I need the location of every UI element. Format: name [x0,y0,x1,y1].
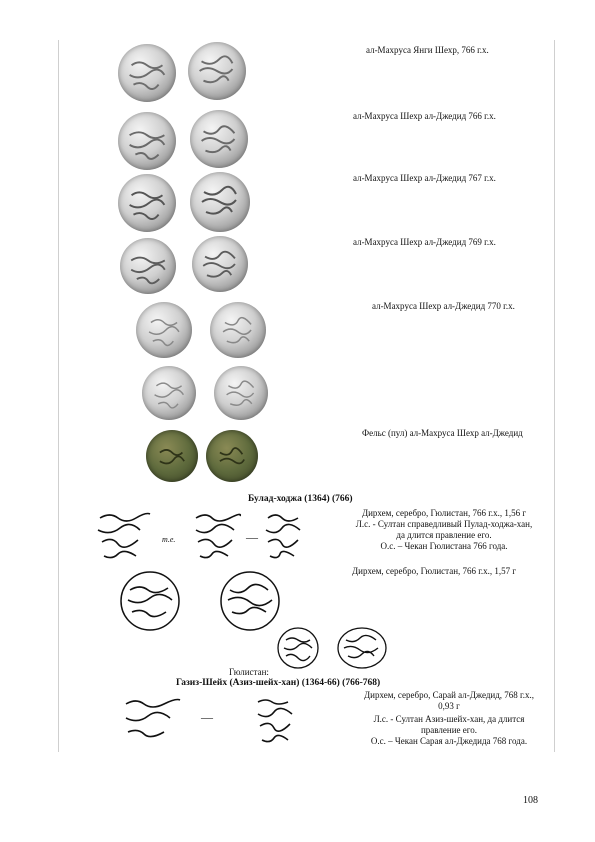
description-line: О.с. – Чекан Гюлистана 766 года. [380,541,508,551]
section-heading-bulad: Булад-ходжа (1364) (766) [248,494,353,504]
coin-caption: Фельс (пул) ал-Махруса Шехр ал-Джедид [362,428,523,438]
coin-obverse-image [118,44,176,102]
description-line: О.с. – Чекан Сарая ал-Джедида 768 года. [370,736,528,746]
coin-obverse-image [120,238,176,294]
coin-reverse-image [192,236,248,292]
dirham-description-gaziz [340,690,558,747]
coin-caption: ал-Махруса Шехр ал-Джедид 769 г.х. [353,237,496,247]
coin-obverse-image [142,366,196,420]
dirham-description-2: Дирхем, серебро, Гюлистан, 766 г.х., 1,57 г [352,566,517,576]
description-line: 0,93 г [438,701,460,711]
dash-separator: — [246,530,258,544]
coin-reverse-image [210,302,266,358]
coin-caption: ал-Махруса Шехр ал-Джедид 770 г.х. [372,301,515,311]
description-line: Л.с. - Султан справедливый Пулад-ходжа-хан, [355,519,533,529]
dash-separator: — [201,710,213,724]
section-heading-gaziz: Газиз-Шейх (Азиз-шейх-хан) (1364-66) (766-768) [176,678,381,688]
inscription-drawing-obverse [92,508,156,568]
right-margin-rule [554,40,555,752]
description-line: правление его. [420,725,478,735]
coin-drawing-reverse-2 [336,626,388,670]
inscription-drawing-reverse-gaziz [252,694,306,750]
left-margin-rule [58,40,59,752]
dirham-description-1 [330,508,558,552]
coin-caption: ал-Махруса Янги Шехр, 766 г.х. [366,45,489,55]
coin-caption: ал-Махруса Шехр ал-Джедид 767 г.х. [353,173,496,183]
page-number: 108 [523,795,538,806]
coin-caption: ал-Махруса Шехр ал-Джедид 766 г.х. [353,111,496,121]
description-line: Дирхем, серебро, Сарай ал-Джедид, 768 г.х., [364,690,534,700]
coin-obverse-image [118,174,176,232]
description-line: да длится правление его. [396,530,492,540]
description-line: Л.с. - Султан Азиз-шейх-хан, да длится [373,714,525,724]
inscription-drawing-obverse-gaziz [120,694,188,746]
coin-obverse-image [146,430,198,482]
coin-obverse-image [118,112,176,170]
gulistan-label: Гюлистан: [229,667,269,677]
coin-reverse-image [188,42,246,100]
inscription-drawing-reverse [260,508,310,566]
coin-obverse-image [136,302,192,358]
coin-drawing-obverse-2 [276,626,320,670]
abbreviation-te: т.е. [162,535,176,544]
coin-reverse-image [214,366,268,420]
coin-reverse-image [190,110,248,168]
coin-reverse-image [206,430,258,482]
coin-drawing-reverse [218,570,282,632]
coin-drawing-obverse [118,570,182,632]
coin-reverse-image [190,172,250,232]
inscription-drawing-obverse-transcribed [190,508,246,566]
description-line: Дирхем, серебро, Гюлистан, 766 г.х., 1,56 г [361,508,527,518]
